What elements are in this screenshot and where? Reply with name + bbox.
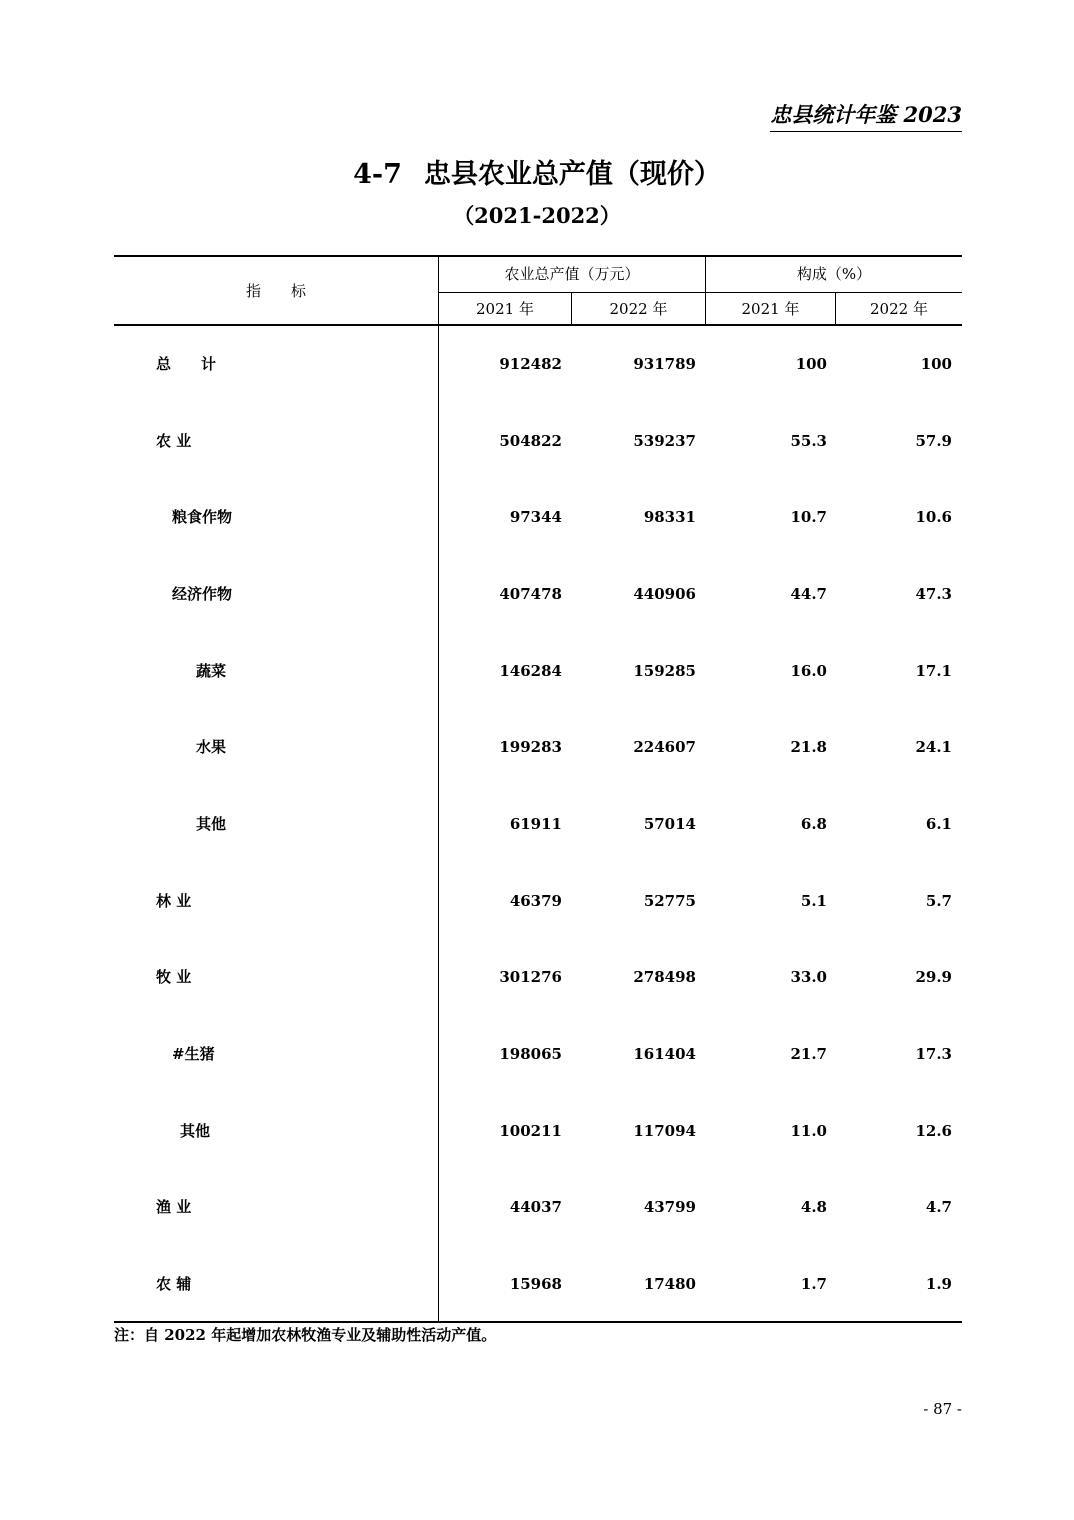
value-2022: 224607 (633, 738, 696, 756)
share-2022: 5.7 (925, 892, 952, 910)
row-label: 农 业 (156, 432, 192, 450)
value-2021: 912482 (499, 355, 562, 373)
table-footnote: 注：自 2022 年起增加农林牧渔专业及辅助性活动产值。 (114, 1326, 497, 1344)
table-row (114, 426, 962, 456)
table-row (114, 579, 962, 609)
table-title (0, 155, 1074, 195)
share-2022: 1.9 (925, 1275, 952, 1293)
value-2022: 98331 (643, 508, 696, 526)
value-2021: 198065 (499, 1045, 562, 1063)
value-2021: 15968 (509, 1275, 562, 1293)
value-2021: 97344 (509, 508, 562, 526)
table-row (114, 1039, 962, 1069)
value-2022: 43799 (643, 1198, 696, 1216)
share-2022: 47.3 (915, 585, 952, 603)
value-2022: 17480 (643, 1275, 696, 1293)
share-2021: 55.3 (790, 432, 827, 450)
table-row (114, 502, 962, 532)
value-group-header: 农业总产值（万元） (504, 265, 640, 283)
value-2021: 504822 (499, 432, 562, 450)
table-row (114, 349, 962, 379)
year-header: 2022 年 (870, 300, 928, 318)
share-2021: 16.0 (790, 662, 827, 680)
value-2021: 46379 (509, 892, 562, 910)
value-2022: 117094 (633, 1122, 696, 1140)
value-2021: 61911 (509, 815, 562, 833)
share-2022: 17.1 (915, 662, 952, 680)
row-label: 渔 业 (156, 1198, 192, 1216)
share-2021: 5.1 (800, 892, 827, 910)
table-number: 4-7 (353, 159, 402, 190)
share-2021: 33.0 (790, 968, 827, 986)
row-label: 其他 (196, 815, 227, 833)
share-2022: 57.9 (915, 432, 952, 450)
share-2022: 24.1 (915, 738, 952, 756)
share-2022: 29.9 (915, 968, 952, 986)
header-mid-rule (438, 292, 962, 293)
row-label: #生猪 (172, 1045, 215, 1063)
value-2021: 407478 (499, 585, 562, 603)
year-header: 2021 年 (476, 300, 534, 318)
share-2022: 6.1 (925, 815, 952, 833)
table-row (114, 656, 962, 686)
yearbook-header: 忠县统计年鉴 2023 (770, 100, 962, 132)
year-header: 2022 年 (609, 300, 668, 318)
value-2021: 100211 (499, 1122, 562, 1140)
table-row (114, 1269, 962, 1299)
value-2022: 159285 (633, 662, 696, 680)
row-label: 蔬菜 (196, 662, 227, 680)
value-2022: 161404 (633, 1045, 696, 1063)
share-2021: 10.7 (790, 508, 827, 526)
value-2022: 931789 (633, 355, 696, 373)
value-2021: 44037 (509, 1198, 562, 1216)
bottom-rule (114, 1321, 962, 1323)
share-2022: 4.7 (925, 1198, 952, 1216)
value-2021: 146284 (499, 662, 562, 680)
row-label: 其他 (180, 1122, 211, 1140)
share-2022: 17.3 (915, 1045, 952, 1063)
share-2022: 10.6 (915, 508, 952, 526)
value-2022: 440906 (633, 585, 696, 603)
row-label: 粮食作物 (172, 508, 233, 526)
share-2021: 44.7 (790, 585, 827, 603)
share-2021: 6.8 (800, 815, 827, 833)
value-2022: 539237 (633, 432, 696, 450)
page-number: - 87 - (923, 1400, 962, 1418)
row-label: 经济作物 (172, 585, 233, 603)
share-2021: 11.0 (790, 1122, 827, 1140)
indicator-header: 指 标 (245, 282, 306, 300)
table-row (114, 732, 962, 762)
row-label: 水果 (196, 738, 227, 756)
year-header: 2021 年 (741, 300, 800, 318)
row-label: 总 计 (156, 355, 217, 373)
header-bottom-rule (114, 324, 962, 326)
value-2022: 278498 (633, 968, 696, 986)
share-2021: 21.8 (790, 738, 827, 756)
data-table (114, 255, 962, 1325)
value-2021: 301276 (499, 968, 562, 986)
table-row (114, 1192, 962, 1222)
table-row (114, 809, 962, 839)
table-row (114, 962, 962, 992)
table-row (114, 886, 962, 916)
share-2021: 100 (795, 355, 827, 373)
stub-divider (438, 257, 439, 1321)
share-2021: 4.8 (800, 1198, 827, 1216)
share-2022: 12.6 (915, 1122, 952, 1140)
top-rule (114, 255, 962, 257)
row-label: 林 业 (156, 892, 192, 910)
table-row (114, 1116, 962, 1146)
share-2021: 21.7 (790, 1045, 827, 1063)
share-group-header: 构成（%） (796, 265, 872, 283)
value-2021: 199283 (499, 738, 562, 756)
value-2022: 57014 (643, 815, 696, 833)
row-label: 牧 业 (156, 968, 192, 986)
table-title-text: 忠县农业总产值（现价） (423, 159, 721, 190)
row-label: 农 辅 (156, 1275, 192, 1293)
table-period: （2021-2022） (453, 203, 621, 228)
share-2022: 100 (920, 355, 952, 373)
share-2021: 1.7 (800, 1275, 827, 1293)
value-2022: 52775 (643, 892, 696, 910)
